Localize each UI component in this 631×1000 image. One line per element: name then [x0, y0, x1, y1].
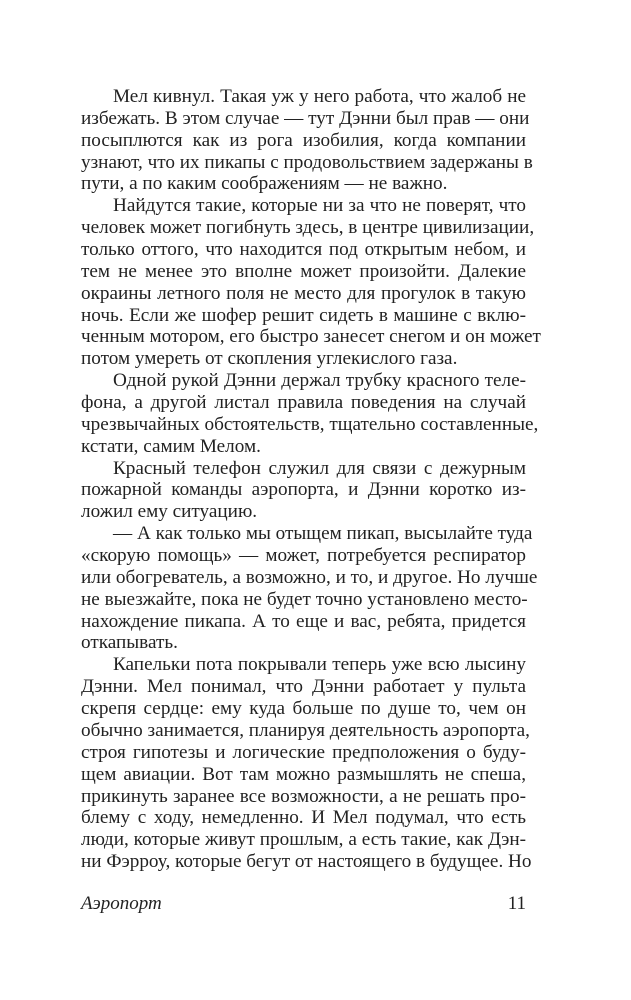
text-line: «скорую помощь» — может, потребуется респиратор: [81, 545, 526, 567]
text-line: только оттого, что находится под открытым небом, и: [81, 239, 526, 261]
paragraph: [81, 195, 541, 370]
paragraph: [81, 654, 532, 873]
text-line: избежать. В этом случае — тут Дэнни был прав — они: [81, 107, 530, 129]
page-number: 11: [507, 893, 526, 914]
text-line: ночь. Если же шофер решит сидеть в машине с вклю-: [81, 304, 526, 326]
text-line: люди, которые живут прошлым, а есть такие, как Дэн-: [81, 829, 526, 851]
text-line: щем авиации. Вот там можно размышлять не спеша,: [81, 763, 526, 785]
text-line: откапывать.: [81, 632, 178, 654]
text-line: тем не менее это вполне может произойти. Далекие: [81, 260, 526, 282]
paragraph: [81, 523, 538, 654]
text-line: блему с ходу, немедленно. И Мел подумал, что есть: [81, 807, 526, 829]
text-line: — А как только мы отыщем пикап, высылайте туда: [113, 523, 533, 545]
text-line: Красный телефон служил для связи с дежурным: [113, 457, 526, 479]
paragraph: [81, 86, 533, 195]
text-line: скрепя сердце: ему куда больше по душе то, чем он: [81, 698, 526, 720]
text-line: не выезжайте, пока не будет точно установлено место-: [81, 588, 528, 610]
text-line: фона, а другой листал правила поведения на случай: [81, 392, 526, 414]
text-line: окраины летного поля не место для прогулок в такую: [81, 282, 526, 304]
paragraph: [81, 458, 526, 524]
text-line: или обогреватель, а возможно, и то, и другое. Но лучше: [81, 566, 538, 588]
text-line: ни Фэрроу, которые бегут от настоящего в будущее. Но: [81, 851, 532, 873]
text-line: потом умереть от скопления углекислого газа.: [81, 348, 458, 370]
text-line: пути, а по каким соображениям — не важно.: [81, 173, 448, 195]
paragraph: [81, 370, 539, 457]
text-line: Найдутся такие, которые ни за что не поверят, что: [113, 195, 526, 217]
text-line: прикинуть заранее все возможности, а не решать про-: [81, 785, 526, 807]
text-line: чрезвычайных обстоятельств, тщательно составленные,: [81, 413, 539, 435]
text-line: нахождение пикапа. А то еще и вас, ребята, придется: [81, 610, 526, 632]
text-line: человек может погибнуть здесь, в центре цивилизации,: [81, 217, 535, 239]
text-line: Одной рукой Дэнни держал трубку красного теле-: [113, 370, 526, 392]
text-line: ченным мотором, его быстро занесет снегом и он может: [81, 326, 541, 348]
text-line: Мел кивнул. Такая уж у него работа, что жалоб не: [113, 86, 526, 107]
text-line: строя гипотезы и логические предположения о буду-: [81, 741, 526, 763]
text-line: пожарной команды аэропорта, и Дэнни коротко из-: [81, 479, 526, 501]
text-line: узнают, что их пикапы с продовольствием задержаны в: [81, 151, 533, 173]
text-line: Капельки пота покрывали теперь уже всю лысину: [113, 654, 526, 676]
text-line: обычно занимается, планируя деятельность аэропорта,: [81, 719, 530, 741]
running-title: Аэропорт: [81, 893, 162, 914]
text-line: Дэнни. Мел понимал, что Дэнни работает у пульта: [81, 676, 526, 698]
text-line: кстати, самим Мелом.: [81, 435, 261, 457]
page-body-text: [81, 86, 541, 873]
text-line: ложил ему ситуацию.: [81, 501, 258, 523]
text-line: посыплются как из рога изобилия, когда компании: [81, 129, 526, 151]
page-footer: [81, 893, 526, 915]
